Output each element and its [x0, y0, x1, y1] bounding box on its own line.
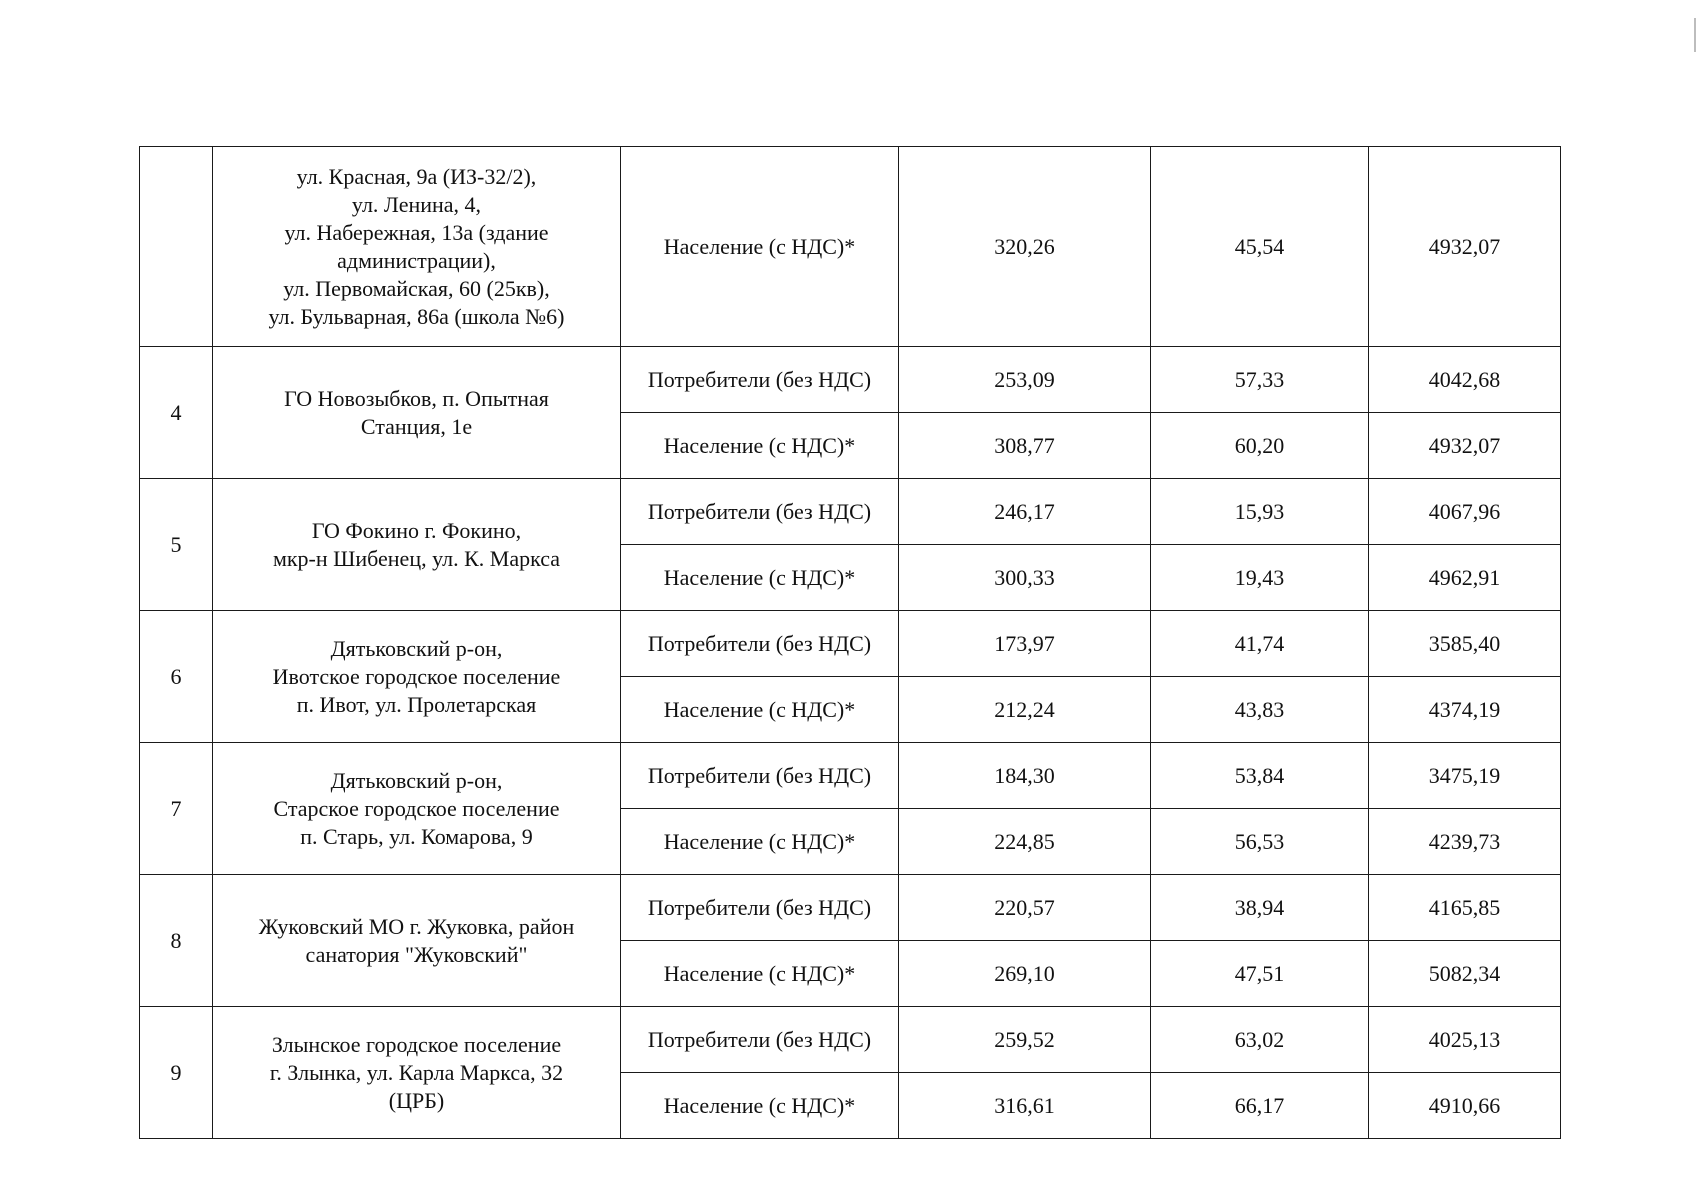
value-cell-2: 38,94	[1151, 875, 1369, 941]
value-cell-3: 4239,73	[1369, 809, 1561, 875]
value-cell-1: 269,10	[899, 941, 1151, 1007]
row-number-cell: 5	[140, 479, 213, 611]
value-cell-1: 173,97	[899, 611, 1151, 677]
value-cell-1: 259,52	[899, 1007, 1151, 1073]
category-cell: Население (с НДС)*	[621, 413, 899, 479]
value-cell-2: 53,84	[1151, 743, 1369, 809]
value-cell-1: 224,85	[899, 809, 1151, 875]
address-line: мкр-н Шибенец, ул. К. Маркса	[272, 545, 561, 571]
category-cell: Потребители (без НДС)	[621, 875, 899, 941]
category-cell: Потребители (без НДС)	[621, 347, 899, 413]
category-cell: Население (с НДС)*	[621, 545, 899, 611]
value-cell-2: 43,83	[1151, 677, 1369, 743]
value-cell-2: 47,51	[1151, 941, 1369, 1007]
category-cell: Потребители (без НДС)	[621, 1007, 899, 1073]
address-line: ул. Красная, 9а (ИЗ-32/2),	[296, 163, 537, 189]
value-cell-3: 4910,66	[1369, 1073, 1561, 1139]
address-line: администрации),	[337, 247, 496, 273]
row-number-cell: 8	[140, 875, 213, 1007]
value-cell-1: 316,61	[899, 1073, 1151, 1139]
value-cell-1: 212,24	[899, 677, 1151, 743]
value-cell-3: 4962,91	[1369, 545, 1561, 611]
address-line: Злынское городское поселение	[271, 1031, 562, 1057]
address-line: ул. Ленина, 4,	[351, 191, 482, 217]
address-line: п. Ивот, ул. Пролетарская	[296, 691, 537, 717]
category-cell: Население (с НДС)*	[621, 147, 899, 347]
value-cell-3: 4165,85	[1369, 875, 1561, 941]
value-cell-3: 3585,40	[1369, 611, 1561, 677]
table-row	[140, 611, 1561, 677]
value-cell-1: 184,30	[899, 743, 1151, 809]
category-cell: Потребители (без НДС)	[621, 743, 899, 809]
address-line: Дятьковский р-он,	[330, 767, 503, 793]
address-cell	[213, 1007, 621, 1139]
value-cell-3: 5082,34	[1369, 941, 1561, 1007]
category-cell: Население (с НДС)*	[621, 941, 899, 1007]
category-cell: Население (с НДС)*	[621, 677, 899, 743]
address-cell	[213, 479, 621, 611]
value-cell-2: 41,74	[1151, 611, 1369, 677]
value-cell-1: 308,77	[899, 413, 1151, 479]
address-line: Ивотское городское поселение	[272, 663, 561, 689]
category-cell: Потребители (без НДС)	[621, 479, 899, 545]
tariff-table	[139, 146, 1561, 1139]
value-cell-1: 220,57	[899, 875, 1151, 941]
table-row	[140, 743, 1561, 809]
value-cell-1: 320,26	[899, 147, 1151, 347]
table-groups	[140, 347, 1561, 1139]
table-row	[140, 479, 1561, 545]
value-cell-3: 4025,13	[1369, 1007, 1561, 1073]
value-cell-1: 300,33	[899, 545, 1151, 611]
address-line: п. Старь, ул. Комарова, 9	[300, 823, 533, 849]
address-cell	[213, 875, 621, 1007]
address-cell	[213, 147, 621, 347]
value-cell-2: 60,20	[1151, 413, 1369, 479]
value-cell-2: 63,02	[1151, 1007, 1369, 1073]
address-line: ГО Новозыбков, п. Опытная	[284, 385, 549, 411]
category-cell: Население (с НДС)*	[621, 809, 899, 875]
value-cell-2: 66,17	[1151, 1073, 1369, 1139]
value-cell-2: 56,53	[1151, 809, 1369, 875]
value-cell-2: 15,93	[1151, 479, 1369, 545]
address-line: (ЦРБ)	[388, 1087, 445, 1113]
address-line: ул. Набережная, 13а (здание	[284, 219, 549, 245]
value-cell-3: 4932,07	[1369, 413, 1561, 479]
table-row	[140, 147, 1561, 347]
row-number-cell: 9	[140, 1007, 213, 1139]
table-row	[140, 347, 1561, 413]
value-cell-3: 4067,96	[1369, 479, 1561, 545]
row-number-cell	[140, 147, 213, 347]
value-cell-3: 4932,07	[1369, 147, 1561, 347]
value-cell-3: 3475,19	[1369, 743, 1561, 809]
value-cell-3: 4042,68	[1369, 347, 1561, 413]
row-number-cell: 6	[140, 611, 213, 743]
address-line: Старское городское поселение	[273, 795, 560, 821]
address-cell	[213, 347, 621, 479]
table-row	[140, 875, 1561, 941]
address-line: ул. Первомайская, 60 (25кв),	[283, 275, 550, 301]
address-line: санатория "Жуковский"	[305, 941, 528, 967]
value-cell-2: 57,33	[1151, 347, 1369, 413]
row-number-cell: 4	[140, 347, 213, 479]
row-number-cell: 7	[140, 743, 213, 875]
address-line: Дятьковский р-он,	[330, 635, 503, 661]
address-line: Станция, 1е	[360, 413, 473, 439]
value-cell-3: 4374,19	[1369, 677, 1561, 743]
category-cell: Потребители (без НДС)	[621, 611, 899, 677]
value-cell-1: 246,17	[899, 479, 1151, 545]
address-line: г. Злынка, ул. Карла Маркса, 32	[269, 1059, 564, 1085]
value-cell-2: 19,43	[1151, 545, 1369, 611]
value-cell-2: 45,54	[1151, 147, 1369, 347]
address-line: Жуковский МО г. Жуковка, район	[258, 913, 575, 939]
address-cell	[213, 611, 621, 743]
address-line: ГО Фокино г. Фокино,	[311, 517, 522, 543]
category-cell: Население (с НДС)*	[621, 1073, 899, 1139]
address-line: ул. Бульварная, 86а (школа №6)	[268, 303, 565, 329]
value-cell-1: 253,09	[899, 347, 1151, 413]
table-row	[140, 1007, 1561, 1073]
address-cell	[213, 743, 621, 875]
